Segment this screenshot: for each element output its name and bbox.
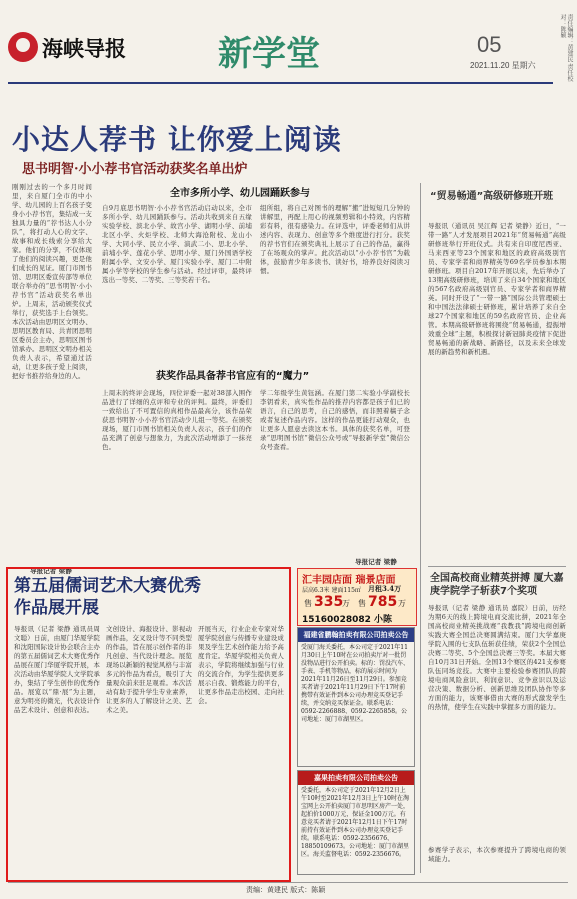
- right-text-1: 导报讯（通讯员 吴江辉 记者 梁静）近日，“一带一路”人才发展项目2021年“贸易畅通”高级研修班举行开班仪式。共有来自印度尼西亚、马来西亚等23个国家和地区的政府高级别官员、专家学者和商界精英等69名学员参加本期研修班。项目自2017年开展以来，先后举办了13期高级研修班，培训了来自34个国家和地区的567名政府高级别官员、专家学者和商界精英。同时开设了“一带一路”国际公共管理硕士和中国法法律硕士研修班，累计培养了来自全球27个国家和地区的59名政府官员、企业高管。本期高级研修班将围绕“贸易畅通，提振增效重全球”主题，积极探讨新冠肺炎疫情下促进贸易畅通的新战略、新路径，以及未来全球发展的新趋势和新机遇。: [428, 222, 566, 356]
- store-ad-line-2: 月租3.4万: [368, 584, 402, 593]
- store-ad: [297, 568, 417, 626]
- article-col-2: 组所组，将自己对图书的理解“搬”进短短几分钟的讲解里，再配上用心的视频剪辑和小特效，内容精彩有料，很有感染力。在评选中，评委老师们从讲述内容、表现力、创意等多个维度进行打分。获奖的荐书官们在颁奖典礼上展示了自己的作品，赢得了在场观众的掌声。此次活动以“小小荐书官”为载体，鼓励青少年多读书、读好书，培养良好阅读习惯。: [260, 204, 410, 275]
- footer-rule: [8, 882, 568, 883]
- logo-icon: [8, 32, 38, 62]
- feature-title: 第五届儒词艺术大赛优秀作品展开展: [14, 576, 201, 618]
- store-ad-phone: 15160028082 小陈: [302, 615, 393, 625]
- feature-col-3: 开展当天，行业企业专家对华厦学院创意与传播专业建设成果及学生艺术创作能力给予高度肯定。华厦学院相关负责人表示，学院将继续加强与行业的交流合作，为学生提供更多展示自我、锻炼能力的平台，让更多作品走出校园、走向社会。: [198, 625, 284, 705]
- article-byline: 导报记者 梁静: [355, 558, 397, 566]
- masthead-rule: [8, 82, 553, 84]
- subhead-1: 全市多所小学、幼儿园踊跃参与: [170, 188, 310, 199]
- feature-box: [6, 567, 291, 882]
- store-ad-title: 汇丰园店面 瑞景店面: [302, 575, 396, 586]
- store-ad-price-1: 335: [314, 594, 344, 610]
- article-col-3: 上周末的终评会现场，四位评委一起对38部入围作品进行了详细的点评和专业的评判。最终，评委们一致给出了不可置信的真相作品最高分，该作品荣获思书明智·小小荐书官活动少儿组一等奖。在颁奖现场，厦门市图书馆相关负责人表示，孩子们的作品充满了创意与想象力，为此次活动增添了一抹亮色。: [102, 389, 252, 451]
- section-title: 新学堂: [218, 34, 320, 74]
- intro-column-text: 刚刚过去的一个多月时间里，来自厦门全市的中小学、幼儿园的上百名孩子变身小小荐书官，集结成一支独具力量的“荐书达人小分队”，将打动人心的文字、故事和成长线索分享给大家。他们的分享，不仅体现了他们的阅读兴趣，更是他们成长的见证。厦门市图书馆、思明区委宣传部等单位联合举办的“思书明智·小小荐书官”活动获奖名单出炉。上周末，活动颁奖仪式举行，获奖选手上台领奖。本次活动由思明区文明办、思明区教育局、共青团思明区委员会主办，思明区图书馆承办。思明区文明办相关负责人表示，希望通过活动，让更多孩子爱上阅读，把好书推荐给身边的人。: [12, 183, 92, 380]
- main-headline: 小达人荐书 让你爱上阅读: [12, 123, 342, 156]
- masthead: [0, 0, 577, 85]
- auction-2-title: 嘉果拍卖有限公司拍卖公告: [298, 771, 414, 785]
- footer-credit: 责编：黄建民 版式：陈颖: [246, 886, 326, 894]
- side-note: 责任编辑：黄建民 责任校对：陈颖: [559, 14, 573, 82]
- subhead-2: 获奖作品具备荐书官应有的“魔力”: [156, 371, 310, 382]
- sub-headline: 思书明智·小小荐书官活动获奖名单出炉: [22, 162, 248, 177]
- store-ad-unit-1: 万: [342, 599, 350, 608]
- paper-name: 海峡导报: [42, 37, 126, 61]
- auction-1-title: 福建省鹏翰拍卖有限公司拍卖公告: [298, 628, 414, 642]
- right-text-2: 导报讯（记者 梁静 通讯员 嘉院）日前，历经为期6天的线上跨境电商交流比拼，2021年全国高校商业精英挑战赛“我教我”跨境电商创新实践大赛全国总决赛圆满结束。厦门大学嘉庚学院入围的七支队伍斩获佳绩，荣获2个全国总决赛二等奖、5个全国总决赛三等奖。本届大赛自10月31日开始。全国13个赛区的421支参赛队伍同场竞技。大赛中主要检验参赛团队的跨境电商风险意识、利润意识、竞争意识以及运营决策、数据分析、创新思维及团队协作等多方面的能力，该赛事借由大赛的形式激发学生的热情，使学生在实践中掌握多方面的能力。: [428, 604, 566, 711]
- page-number: 05: [477, 32, 502, 57]
- feature-col-1: 导报讯（记者 梁静 通讯员周文聪）日前，由厦门华厦学院和沈阳国际设计协会联合主办的第五届儒词艺术大赛优秀作品展在厦门华厦学院开展，本次活动由华厦学院人文学院承办，集结了学生创作的优秀作品。展览以“鼎·展”为主题，意为明亮的微光，代表设计作品艺术设计、创意和表达。: [14, 625, 100, 714]
- right-rule: [428, 566, 566, 567]
- store-ad-price-2: 785: [368, 594, 398, 610]
- right-title-1: “贸易畅通”高级研修班开班: [430, 191, 554, 202]
- intro-column-byline: 导报记者 梁静: [30, 567, 72, 575]
- feature-col-2: 文创设计、海报设计、影视动画作品，交叉设计等不同类型的作品，旨在展示创作者的非凡创意、当代设计理念。展览现场以新颖的视觉风格与丰富多元的作品为看点，吸引了大量观众前来驻足观看。本次活动有助于提升学生专业素养，让更多的人了解设计之美、艺术之美。: [106, 625, 192, 714]
- auction-notice-2: [297, 770, 415, 875]
- store-ad-label-2: 售: [358, 599, 366, 608]
- auction-2-text: 受委托，本公司定于2021年12月2日上午10时至2021年12月3日上午10时在淘宝网上公开拍卖厦门市思明区房产一处，起拍价1000万元，保证金100万元。有意竞买者请于2021年12月1日下午17时前持有效证件到本公司办理竞买登记手续。联系电话：0592-2356676、18850109673。公司地址：厦门市湖里区。海关监督电话：0592-2356676。: [301, 787, 410, 858]
- right-column-divider: [420, 183, 421, 873]
- store-ad-line-1: 层高6.3米 建面115㎡: [302, 587, 361, 594]
- article-col-4: 学二年级学生黄钰涵。在厦门第二实验小学副校长李钥看来，真实性作品的推荐内容都是孩子们已的语言，自己的思考，自己的感悟，而非照着稿子念或者复述作品内容。这样的作品更能打动观众，也让更多人愿意去读这本书。具体的获奖名单，可登录“思明图书馆”微信公众号或“导报新学堂”微信公众号查看。: [260, 389, 410, 451]
- auction-1-text: 受厦门海关委托，本公司定于2021年11月30日上午10时在公司拍卖厅对一批罚没物品进行公开拍卖。标的：罚没汽车、手表、手机等物品，标的展示时间为2021年11月26日至11月29日。参加竞买者请于2021年11月29日下午17时前携带有效证件到本公司办理竞买登记手续，并交纳竞买保证金。联系电话：0592-2266888、0592-2265858。公司地址：厦门市湖里区。: [301, 644, 410, 723]
- right-title-2: 全国高校商业精英拼搏 厦大嘉庚学院学子斩获7个奖项: [430, 573, 564, 597]
- issue-date: 2021.11.20 星期六: [470, 61, 536, 70]
- auction-notice-1: [297, 627, 415, 767]
- right-closing: 参赛学子表示，本次参赛提升了跨境电商的领域能力。: [428, 846, 566, 863]
- article-col-1: 自9月底思书明智·小小荐书官活动启动以来，全市多所小学、幼儿园踊跃参与。活动共收到来自五缘实验学校、滨北小学、故宫小学、湖明小学、前埔北区小学、火炬学校、北师大海沧附校、龙山小学、大同小学、民立小学、演武二小、思北小学、前埔小学、莲花小学、思明小学、厦门外国语学校附属小学、文安小学、厦门实验小学、厦门二中附属小学等学校的学生参与活动。经过评审，最终评选出一等奖、二等奖、三等奖若干名。: [102, 204, 252, 284]
- store-ad-label-1: 售: [304, 599, 312, 608]
- store-ad-unit-2: 万: [398, 599, 406, 608]
